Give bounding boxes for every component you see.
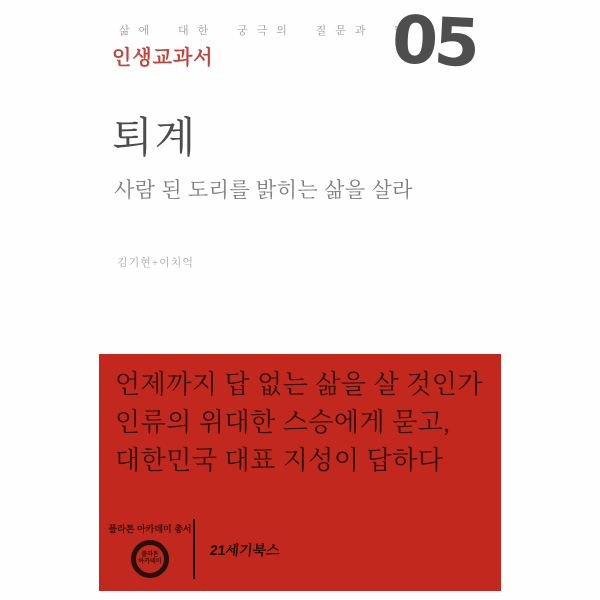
volume-number: 05 [390,1,478,83]
banner-line-3: 대한민국 대표 지성이 답하다 [115,446,444,475]
plato-academy-seal-icon [131,540,169,578]
seal-text-line-1: 플라톤 [141,552,159,558]
book-subtitle: 사람 된 도리를 밝히는 삶을 살라 [114,178,413,202]
footer-divider [193,519,195,579]
book-title: 퇴계 [112,116,198,162]
plato-academy-series-label: 플라톤 아카데미 총서 [108,524,192,534]
publisher-logo: 21세기북스 [209,542,281,558]
banner-line-1: 언제까지 답 없는 삶을 살 것인가 [115,370,484,399]
series-tagline: 삶에 대한 궁극의 질문과 답 [119,25,414,37]
series-name: 인생교과서 [112,47,214,69]
tagline-banner [99,354,501,591]
plato-academy-block [107,522,193,578]
banner-text-block [115,366,483,480]
seal-text-line-2: 아카데미 [138,559,162,565]
banner-line-2: 인류의 위대한 스승에게 묻고, [115,408,451,437]
authors: 김기현+이치억 [117,257,194,269]
